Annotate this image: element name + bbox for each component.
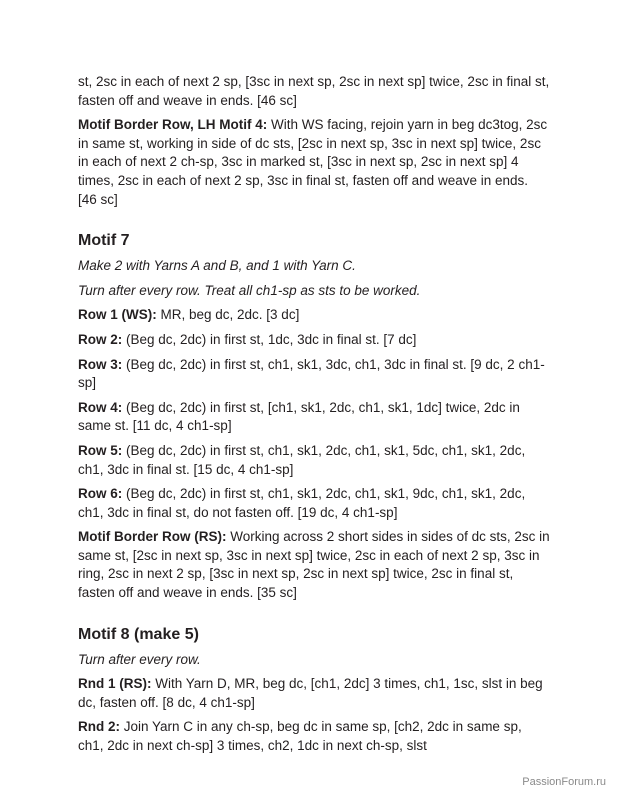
motif8-title: Motif 8 (make 5) [78, 625, 199, 643]
row-text: With Yarn D, MR, beg dc, [ch1, 2dc] 3 times, ch1, 1sc, slst in beg dc, fasten off. [8 dc, 4 ch1-sp] [78, 676, 543, 710]
motif7-row-2 [78, 331, 550, 350]
row-label: Row 6: [78, 486, 123, 502]
site-watermark: PassionForum.ru [522, 776, 606, 788]
motif7-row-3 [78, 356, 550, 393]
document-page [78, 73, 550, 762]
row-label: Rnd 2: [78, 719, 120, 735]
motif7-row-5 [78, 442, 550, 479]
row-text: (Beg dc, 2dc) in first st, 1dc, 3dc in final st. [7 dc] [122, 331, 417, 347]
motif8-rnd-2 [78, 718, 550, 755]
motif7-border-row [78, 528, 550, 602]
row-text: (Beg dc, 2dc) in first st, [ch1, sk1, 2dc, ch1, sk1, 1dc] twice, 2dc in same st. [11 dc, 4 ch1-sp] [78, 399, 520, 434]
row-label: Row 5: [78, 442, 123, 458]
motif7-title: Motif 7 [78, 232, 130, 250]
row-text: (Beg dc, 2dc) in first st, ch1, sk1, 3dc, ch1, 3dc in final st. [9 dc, 2 ch1-sp] [78, 356, 545, 391]
row-label: Row 1 (WS): [78, 307, 157, 323]
row-text: Working across 2 short sides in sides of dc sts, 2sc in same st, [2sc in next sp, 3sc in next sp] twice, 2sc in each of next 2 sp, 3sc in ring, 2sc in next 2 sp, [3sc in next sp, 2sc in next sp] twice, 2sc in final st, fasten off and weave in ends. [35 sc] [78, 529, 550, 601]
motif8-note-1: Turn after every row. [78, 651, 201, 667]
row-label: Row 2: [78, 331, 123, 347]
lh-border-text: With WS facing, rejoin yarn in beg dc3tog, 2sc in same st, working in side of dc sts, [2sc in next sp, 3sc in next sp] twice, 2sc in each of next 2 ch-sp, 3sc in marked st, [3sc in next sp, 2sc in next sp] 4 times, 2sc in each of next 2 sp, 3sc in final st, fasten off and weave in ends. [46 sc] [78, 117, 548, 207]
motif7-note-2: Turn after every row. Treat all ch1-sp as sts to be worked. [78, 282, 421, 298]
motif7-note-1: Make 2 with Yarns A and B, and 1 with Yarn C. [78, 258, 356, 274]
row-label: Rnd 1 (RS): [78, 676, 152, 692]
motif8-rnd-1 [78, 675, 550, 712]
row-text: MR, beg dc, 2dc. [3 dc] [156, 307, 300, 323]
row-text: (Beg dc, 2dc) in first st, ch1, sk1, 2dc, ch1, sk1, 5dc, ch1, sk1, 2dc, ch1, 3dc in final st. [15 dc, 4 ch1-sp] [78, 442, 526, 477]
row-label: Motif Border Row (RS): [78, 529, 227, 545]
row-text: Join Yarn C in any ch-sp, beg dc in same sp, [ch2, 2dc in same sp, ch1, 2dc in next ch-sp] 3 times, ch2, 1dc in next ch-sp, slst [78, 719, 522, 754]
row-label: Row 4: [78, 399, 123, 415]
lh-border-paragraph [78, 116, 550, 209]
lh-border-label: Motif Border Row, LH Motif 4: [78, 117, 268, 133]
motif7-row-4 [78, 399, 550, 436]
row-label: Row 3: [78, 356, 123, 372]
motif7-row-1 [78, 306, 550, 325]
row-text: (Beg dc, 2dc) in first st, ch1, sk1, 2dc, ch1, sk1, 9dc, ch1, sk1, 2dc, ch1, 3dc in final st, do not fasten off. [19 dc, 4 ch1-sp] [78, 486, 526, 520]
continuation-paragraph: st, 2sc in each of next 2 sp, [3sc in next sp, 2sc in next sp] twice, 2sc in final st, fasten off and weave in ends. [46 sc] [78, 74, 550, 108]
motif7-row-6 [78, 485, 550, 522]
